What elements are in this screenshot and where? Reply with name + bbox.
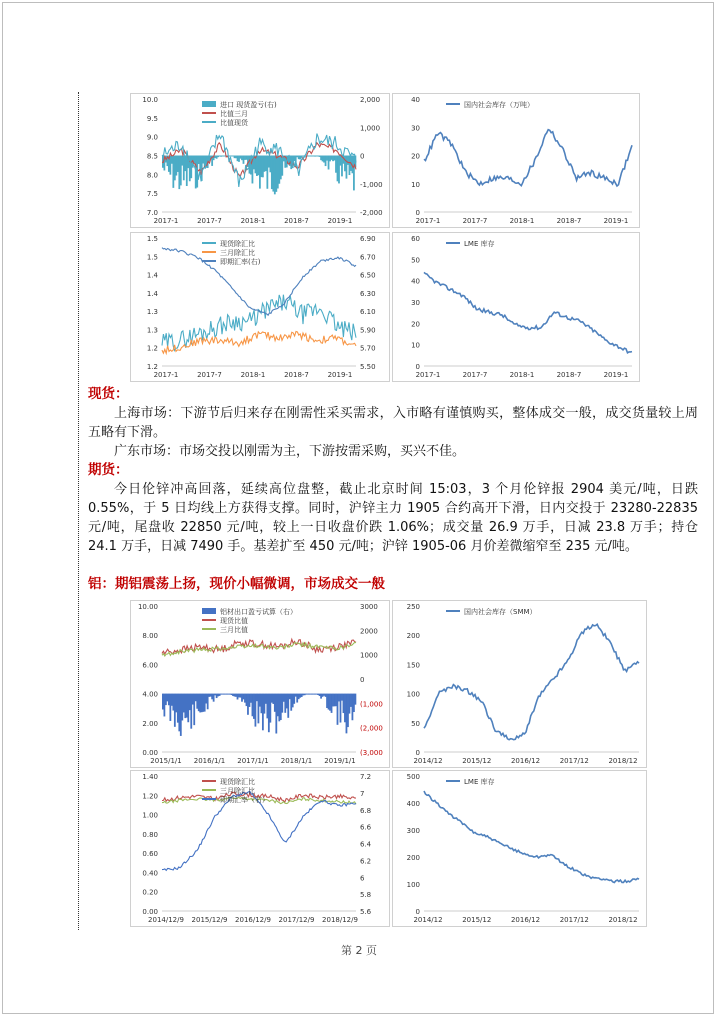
x-tick-label: 2018/12 (608, 757, 638, 765)
x-tick-label: 2019-1 (327, 371, 353, 379)
x-tick-label: 2018-1 (240, 217, 266, 225)
x-tick-label: 2018-1 (240, 371, 266, 379)
x-tick-label: 2017-7 (197, 217, 222, 225)
x-tick-label: 2016/1/1 (193, 757, 226, 765)
guangdong-market-text: 广东市场：市场交投以刚需为主，下游按需采购，买兴不佳。 (114, 444, 466, 459)
y-tick-label: 400 (406, 800, 420, 808)
x-tick-label: 2017-7 (197, 371, 222, 379)
chart-frame (393, 771, 647, 927)
spot-section (88, 385, 698, 556)
y2-tick-label: 6.2 (360, 857, 372, 866)
y-tick-label: 100 (406, 690, 420, 699)
chart-frame (131, 233, 390, 382)
x-tick-label: 2015/1/1 (150, 757, 182, 765)
y-tick-label: 200 (406, 854, 420, 862)
y-tick-label: 100 (406, 881, 420, 889)
x-tick-label: 2018-7 (556, 217, 582, 225)
futures-heading: 期货： (88, 462, 129, 478)
chart-zn-lme-inventory (392, 232, 640, 382)
x-tick-label: 2019-1 (603, 371, 629, 379)
y-tick-label: 10 (411, 180, 420, 189)
x-tick-label: 2017/1/1 (237, 757, 269, 765)
y-tick-label: 20 (411, 152, 420, 161)
aluminum-heading: 铝：期铝震荡上扬，现价小幅微调，市场成交一般 (88, 576, 385, 592)
x-tick-label: 2017-1 (153, 217, 179, 225)
x-tick-label: 2017/12 (559, 916, 589, 924)
legend-label: 国内社会库存（万吨） (464, 101, 534, 109)
y-tick-label: 8.5 (146, 152, 158, 161)
x-tick-label: 2018/1/1 (280, 757, 313, 765)
y-tick-label: 9.5 (146, 114, 158, 123)
y-tick-label: 1.4 (146, 271, 158, 280)
legend-label: 即期汇率（右） (220, 796, 269, 804)
y2-tick-label: 1,000 (360, 124, 381, 133)
y-tick-label: 300 (406, 827, 420, 835)
y-tick-label: 0 (415, 363, 420, 371)
legend-label: LME 库存 (464, 240, 495, 248)
chart-zn-ratio-import (130, 93, 390, 228)
y-tick-label: 1.3 (146, 326, 158, 335)
y-tick-label: 250 (406, 603, 420, 611)
chart-al-export-ratio (130, 600, 390, 768)
x-tick-label: 2019-1 (327, 217, 353, 225)
chart-frame (393, 94, 640, 228)
y2-tick-label: 6.50 (360, 271, 376, 280)
x-tick-label: 2016/12 (510, 916, 541, 924)
y-tick-label: 0.00 (142, 908, 158, 916)
y-tick-label: 1.40 (142, 773, 158, 781)
chart-svg-al-lme-inventory (392, 770, 647, 927)
x-tick-label: 2019/1/1 (324, 757, 356, 765)
y-tick-label: 1.2 (146, 344, 158, 353)
y2-tick-label: 5.6 (360, 908, 372, 916)
x-tick-label: 2016/12/9 (235, 916, 271, 924)
y-tick-label: 0 (415, 908, 420, 916)
y2-tick-label: 5.8 (360, 891, 372, 900)
y-tick-label: 500 (406, 773, 420, 781)
bar (355, 694, 357, 705)
futures-text: 今日伦锌冲高回落，延续高位盘整，截止北京时间 15:03，3 个月伦锌报 2904 美元/吨，日跌 0.55%，于 5 日均线上方获得支撑。同时，沪锌主力 1905 合约高开下滑，日内交投于 23280-22835 元/吨，尾盘收 22850 元/吨，较上一日收盘价跌 1.06%；成交量 26.9 万手，日减 23.8 万手；持仓 24.1 万手，日减 7490 手。基差扩至 450 元/吨；沪锌 1905-06 月价差微缩窄至 235 元/吨。 (88, 482, 698, 554)
x-tick-label: 2019-1 (603, 217, 629, 225)
chart-svg-zn-lme-inventory (392, 232, 640, 382)
y-tick-label: 0.00 (142, 749, 158, 757)
y-tick-label: 1.4 (146, 289, 158, 298)
x-tick-label: 2018-1 (509, 371, 535, 379)
y-tick-label: 2.00 (142, 719, 158, 728)
chart-svg-al-domestic-inventory (392, 600, 647, 768)
legend (202, 239, 261, 266)
y-tick-label: 0.40 (142, 869, 158, 878)
y-tick-label: 200 (406, 632, 420, 641)
margin-line (78, 92, 79, 930)
y-tick-label: 6.00 (142, 661, 158, 670)
x-tick-label: 2018-1 (509, 217, 535, 225)
page-number: 第 2 页 (341, 944, 377, 957)
y2-tick-label: 6.4 (360, 840, 372, 849)
legend-label: 现货除汇比 (220, 778, 255, 786)
y-tick-label: 4.00 (142, 690, 158, 699)
y-tick-label: 8.00 (142, 632, 158, 641)
x-tick-label: 2018-7 (284, 371, 309, 379)
y-tick-label: 1.20 (142, 792, 158, 801)
x-tick-label: 2017-1 (415, 217, 441, 225)
x-tick-label: 2014/12 (413, 916, 443, 924)
x-tick-label: 2015/12/9 (191, 916, 228, 924)
chart-frame (393, 233, 640, 382)
y2-tick-label: 6.30 (360, 289, 376, 298)
y2-tick-label: 2000 (360, 627, 378, 636)
legend-label: 进口 现货盈亏(右) (220, 101, 277, 109)
y-tick-label: 0 (415, 749, 420, 757)
y-tick-label: 7.5 (146, 190, 158, 199)
y-tick-label: 10 (411, 341, 420, 350)
x-tick-label: 2017-1 (415, 371, 441, 379)
legend-label: 国内社会库存（SMM） (464, 608, 537, 616)
y-tick-label: 0.60 (142, 850, 158, 859)
x-tick-label: 2015/12 (462, 757, 492, 765)
x-tick-label: 2016/12 (510, 757, 541, 765)
y-tick-label: 1.2 (146, 363, 158, 371)
chart-svg-zn-ratio-import (130, 93, 390, 228)
legend-label: 铝材出口盈亏试算（右） (220, 608, 297, 616)
x-tick-label: 2018/12/9 (322, 916, 358, 924)
y-tick-label: 1.3 (146, 308, 158, 317)
y2-tick-label: 5.90 (360, 326, 376, 335)
y2-tick-label: 6.8 (360, 806, 372, 815)
y-tick-label: 7.0 (146, 209, 158, 217)
y-tick-label: 1.5 (146, 235, 158, 243)
x-tick-label: 2014/12 (413, 757, 443, 765)
y-tick-label: 60 (411, 235, 420, 243)
chart-al-ratio-exrate (130, 770, 390, 927)
x-tick-label: 2015/12 (462, 916, 492, 924)
y2-tick-label: 0 (360, 152, 365, 161)
y-tick-label: 0.80 (142, 830, 158, 839)
legend-swatch (202, 608, 216, 614)
spot-heading: 现货： (88, 386, 129, 402)
legend-swatch (202, 101, 216, 107)
x-tick-label: 2017-7 (462, 217, 488, 225)
y2-tick-label: 6 (360, 874, 365, 883)
legend-label: 三月比值 (220, 626, 248, 634)
y-tick-label: 1.00 (142, 811, 158, 820)
y2-tick-label: (2,000 (360, 724, 383, 733)
y-tick-label: 50 (411, 719, 420, 728)
x-tick-label: 2017-1 (153, 371, 179, 379)
chart-al-lme-inventory (392, 770, 647, 927)
y-tick-label: 9.0 (146, 133, 158, 142)
x-tick-label: 2017-7 (462, 371, 488, 379)
x-tick-label: 2017/12/9 (278, 916, 315, 924)
y2-tick-label: 3000 (360, 603, 378, 611)
x-tick-label: 2014/12/9 (148, 916, 184, 924)
y-tick-label: 40 (411, 277, 420, 286)
chart-zn-ratio-exrate (130, 232, 390, 382)
y2-tick-label: -1,000 (360, 180, 383, 189)
y2-tick-label: 0 (360, 676, 365, 684)
x-tick-label: 2018-7 (284, 217, 309, 225)
y-tick-label: 10.0 (142, 96, 158, 104)
legend-label: LME 库存 (464, 778, 495, 786)
y-tick-label: 40 (411, 96, 420, 104)
legend-label: 现货除汇比 (220, 240, 255, 248)
shanghai-market-text: 上海市场：下游节后归来存在刚需性采买需求，入市略有谨慎购买，整体成交一般，成交货量较上周五略有下滑。 (88, 406, 698, 440)
chart-frame (131, 771, 390, 927)
chart-svg-al-ratio-exrate (130, 770, 390, 927)
chart-svg-zn-domestic-inventory (392, 93, 640, 228)
legend-label: 现货比值 (220, 617, 248, 625)
y2-tick-label: 7.2 (360, 773, 372, 781)
y-tick-label: 10.00 (137, 603, 158, 611)
y2-tick-label: 6.6 (360, 823, 372, 832)
y-tick-label: 0 (415, 209, 420, 217)
y-tick-label: 30 (411, 124, 420, 133)
y2-tick-label: 5.50 (360, 363, 376, 371)
chart-frame (393, 601, 647, 768)
y2-tick-label: (3,000 (360, 749, 383, 757)
x-tick-label: 2018/12 (608, 916, 638, 924)
chart-frame (131, 601, 390, 768)
chart-al-domestic-inventory (392, 600, 647, 768)
y2-tick-label: 5.70 (360, 344, 376, 353)
y-tick-label: 1.5 (146, 253, 158, 262)
y2-tick-label: -2,000 (360, 209, 383, 217)
y2-tick-label: 6.10 (360, 308, 376, 317)
y2-tick-label: (1,000 (360, 700, 383, 709)
y-tick-label: 8.0 (146, 171, 158, 180)
legend-label: 比值三月 (220, 110, 248, 118)
chart-zn-domestic-inventory (392, 93, 640, 228)
legend-label: 即期汇率(右) (220, 258, 261, 266)
y2-tick-label: 7 (360, 789, 365, 798)
legend-label: 三月除汇比 (220, 787, 255, 795)
chart-svg-al-export-ratio (130, 600, 390, 768)
y-tick-label: 50 (411, 256, 420, 265)
y2-tick-label: 6.70 (360, 253, 376, 262)
legend-label: 三月除汇比 (220, 249, 255, 257)
chart-svg-zn-ratio-exrate (130, 232, 390, 382)
y-tick-label: 0.20 (142, 888, 158, 897)
x-tick-label: 2018-7 (556, 371, 582, 379)
y2-tick-label: 2,000 (360, 96, 381, 104)
x-tick-label: 2017/12 (559, 757, 589, 765)
y2-tick-label: 6.90 (360, 235, 376, 243)
y-tick-label: 150 (406, 661, 420, 670)
y2-tick-label: 1000 (360, 651, 378, 660)
legend-label: 比值现货 (220, 119, 248, 127)
y-tick-label: 30 (411, 299, 420, 307)
y-tick-label: 20 (411, 320, 420, 329)
